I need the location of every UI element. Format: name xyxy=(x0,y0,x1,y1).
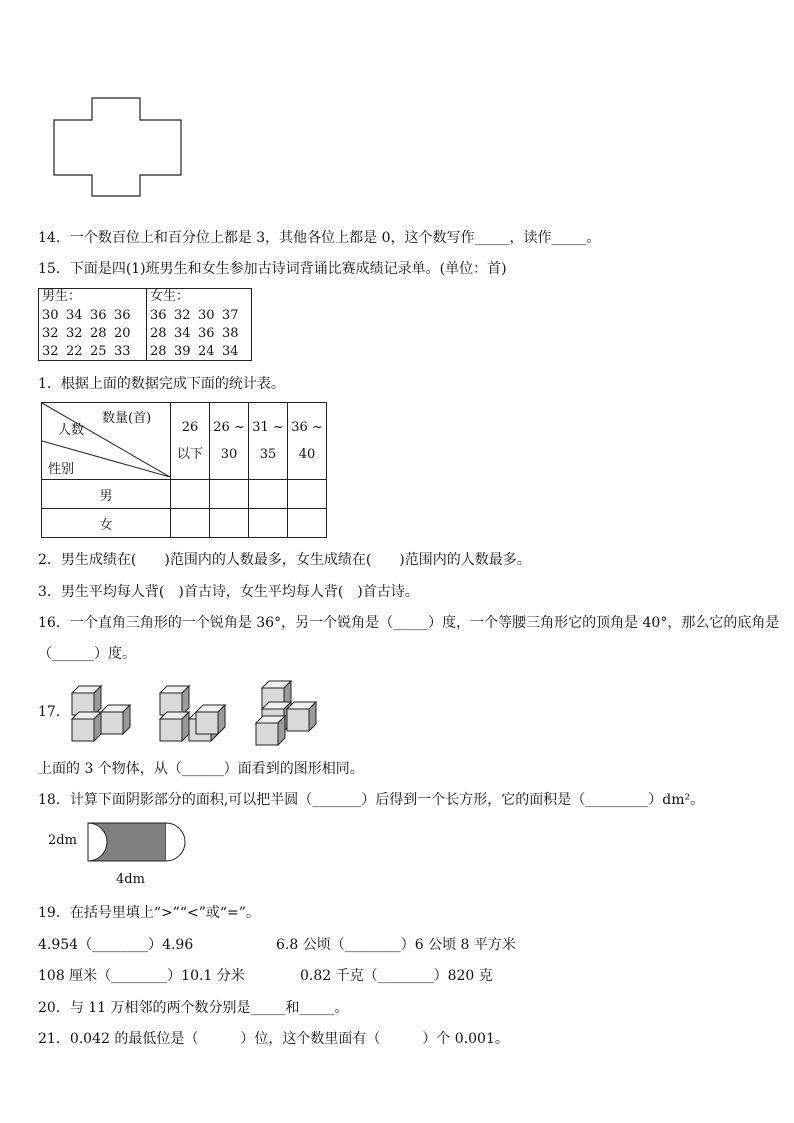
boy-score: 32 xyxy=(42,344,59,359)
boy-score: 36 xyxy=(90,308,107,323)
boys-record-cell xyxy=(39,289,147,361)
boy-score: 25 xyxy=(90,344,107,359)
width-label: 4dm xyxy=(116,872,145,887)
girl-score: 36 xyxy=(198,326,215,341)
compare-item-1: 4.954（________）4.96 xyxy=(38,937,194,953)
girls-record-cell xyxy=(147,289,252,361)
cube-figure-1 xyxy=(72,686,130,741)
question-20: 20．与 11 万相邻的两个数分别是_____和_____。 xyxy=(38,1000,349,1016)
answer-cell[interactable] xyxy=(171,480,210,509)
range-bottom: 以下 xyxy=(176,447,203,462)
row-label-girls: 女 xyxy=(42,509,171,538)
boys-label: 男生： xyxy=(42,289,82,304)
girl-score: 38 xyxy=(222,326,239,341)
girl-score: 39 xyxy=(174,344,191,359)
range-header xyxy=(171,403,210,480)
cube-figure-3 xyxy=(256,681,316,745)
girl-score: 30 xyxy=(198,308,215,323)
compare-item-3: 108 厘米（________）10.1 分米 xyxy=(38,968,245,984)
shaded-area-figure xyxy=(86,822,190,864)
diag-quantity-label: 数量(首) xyxy=(102,411,152,426)
cross-shape-figure xyxy=(52,96,184,200)
girl-score: 37 xyxy=(222,308,239,323)
girl-score: 28 xyxy=(150,326,167,341)
boy-score: 28 xyxy=(90,326,107,341)
range-top: 26 ~ xyxy=(213,420,245,435)
answer-cell[interactable] xyxy=(210,509,249,538)
girl-score: 34 xyxy=(222,344,239,359)
question-19: 19．在括号里填上“>”“<”或“=”。 xyxy=(38,905,260,921)
range-top: 31 ~ xyxy=(252,420,284,435)
girl-score: 24 xyxy=(198,344,215,359)
question-21: 21．0.042 的最低位是（ ）位，这个数里面有（ ）个 0.001。 xyxy=(38,1031,509,1047)
question-18: 18．计算下面阴影部分的面积,可以把半圆（_______）后得到一个长方形，它的面积是（_________）dm²。 xyxy=(38,792,705,808)
girl-score: 34 xyxy=(174,326,191,341)
diag-gender-label: 性别 xyxy=(48,462,75,477)
row-label-boys: 男 xyxy=(42,480,171,509)
range-header xyxy=(288,403,327,480)
question-16-line-1: 16．一个直角三角形的一个锐角是 36°，另一个锐角是（_____）度，一个等腰三角形它的顶角是 40°，那么它的底角是 xyxy=(38,615,780,631)
question-17-text: 上面的 3 个物体，从（______）面看到的图形相同。 xyxy=(38,761,364,777)
answer-cell[interactable] xyxy=(288,509,327,538)
range-bottom: 30 xyxy=(220,447,238,462)
answer-cell[interactable] xyxy=(249,509,288,538)
statistics-table xyxy=(41,402,327,538)
boy-score: 36 xyxy=(114,308,131,323)
question-15-2: 2．男生成绩在( )范围内的人数最多，女生成绩在( )范围内的人数最多。 xyxy=(38,552,531,568)
question-15: 15．下面是四(1)班男生和女生参加古诗词背诵比赛成绩记录单。(单位：首) xyxy=(38,261,507,277)
girl-score: 28 xyxy=(150,344,167,359)
question-16-line-2: （______）度。 xyxy=(38,646,136,662)
score-record-table xyxy=(38,288,252,361)
range-header xyxy=(249,403,288,480)
question-14: 14．一个数百位上和百分位上都是 3，其他各位上都是 0，这个数写作_____，读作_____。 xyxy=(38,230,601,246)
girls-label: 女生： xyxy=(150,289,190,304)
question-15-3: 3．男生平均每人背( )首古诗，女生平均每人背( )首古诗。 xyxy=(38,584,419,600)
boy-score: 32 xyxy=(66,326,83,341)
compare-item-2: 6.8 公顷（________）6 公顷 8 平方米 xyxy=(276,937,516,953)
answer-cell[interactable] xyxy=(288,480,327,509)
height-label: 2dm xyxy=(48,833,77,848)
answer-cell[interactable] xyxy=(249,480,288,509)
answer-cell[interactable] xyxy=(171,509,210,538)
diagonal-header-cell xyxy=(42,403,171,480)
girl-score: 32 xyxy=(174,308,191,323)
cube-figure-2 xyxy=(160,686,225,741)
question-17-label: 17． xyxy=(38,704,70,720)
range-bottom: 35 xyxy=(259,447,277,462)
range-top: 26 xyxy=(181,420,199,435)
boy-score: 33 xyxy=(114,344,131,359)
boy-score: 32 xyxy=(42,326,59,341)
boy-score: 20 xyxy=(114,326,131,341)
range-bottom: 40 xyxy=(298,447,316,462)
compare-item-4: 0.82 千克（________）820 克 xyxy=(300,968,493,984)
answer-cell[interactable] xyxy=(210,480,249,509)
boy-score: 22 xyxy=(66,344,83,359)
cube-figures xyxy=(68,676,328,746)
girl-score: 36 xyxy=(150,308,167,323)
boy-score: 30 xyxy=(42,308,59,323)
range-top: 36 ~ xyxy=(291,420,323,435)
question-15-1: 1．根据上面的数据完成下面的统计表。 xyxy=(38,376,285,392)
boy-score: 34 xyxy=(66,308,83,323)
range-header xyxy=(210,403,249,480)
diag-people-label: 人数 xyxy=(58,423,85,438)
